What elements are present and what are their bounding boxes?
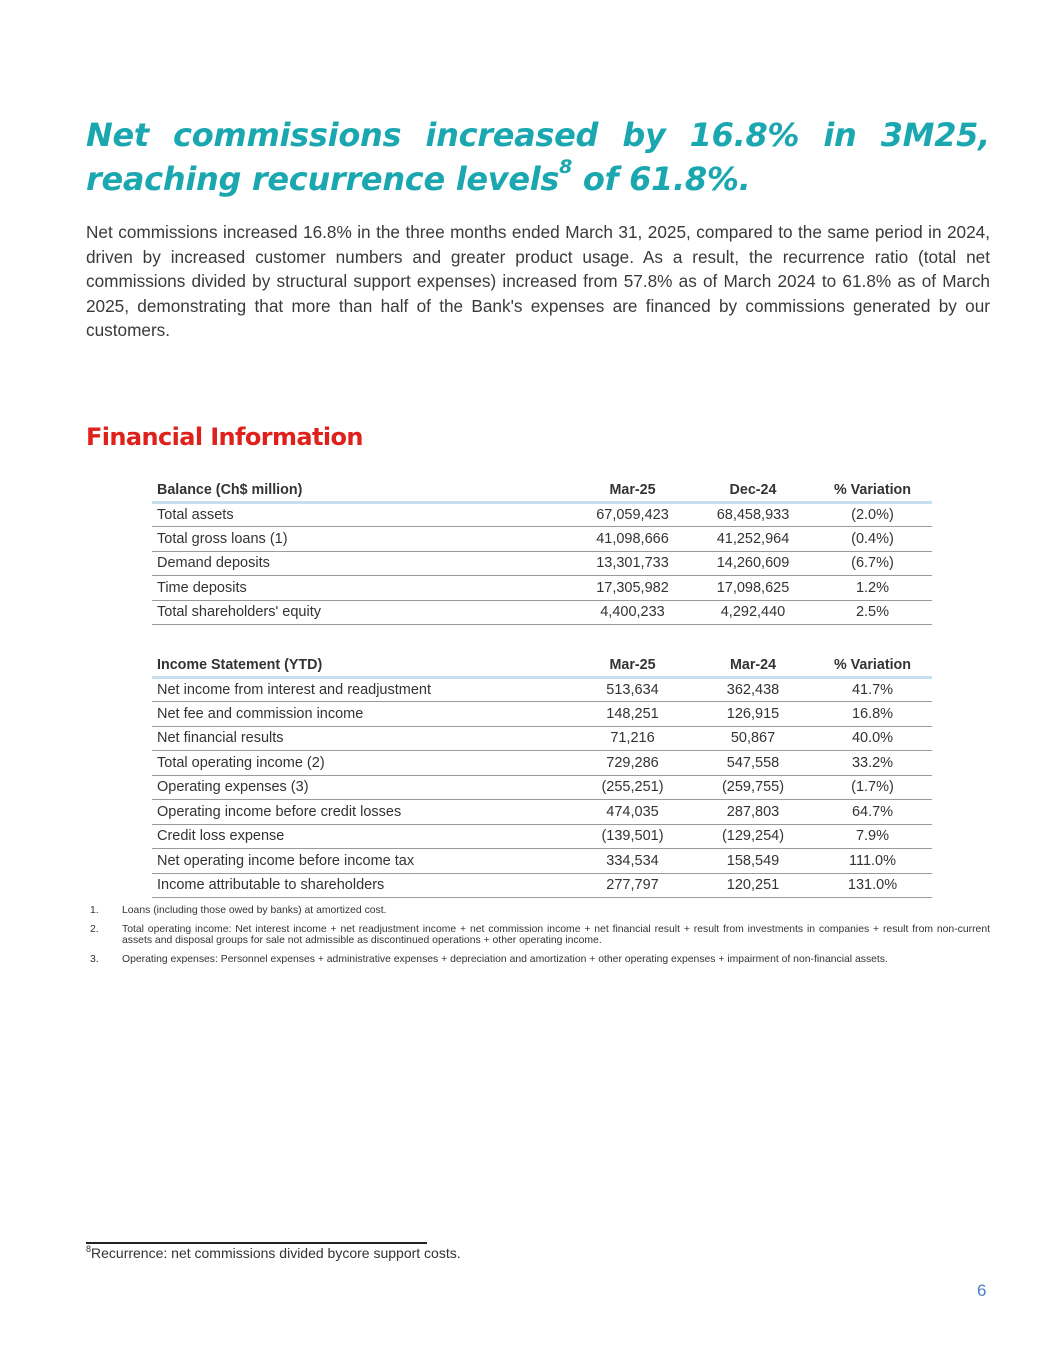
cell-value: (2.0%)	[813, 502, 932, 527]
cell-value: (259,755)	[693, 775, 813, 800]
cell-value: 362,438	[693, 677, 813, 702]
cell-value: (1.7%)	[813, 775, 932, 800]
cell-value: 2.5%	[813, 600, 932, 625]
intro-paragraph: Net commissions increased 16.8% in the three months ended March 31, 2025, compared to the same period in 2024, driven by increased customer numbers and greater product usage. As a result, the recurrence ratio (total net commissions divided by structural support expenses) increased from 57.8% as of March 2024 to 61.8% as of March 2025, demonstrating that more than half of the Bank's expenses are financed by commissions generated by our customers.	[86, 222, 990, 340]
cell-value: 17,305,982	[572, 576, 693, 601]
table-row	[152, 751, 932, 776]
column-header: Balance (Ch$ million)	[152, 477, 572, 502]
row-label: Time deposits	[152, 576, 572, 601]
row-label: Net financial results	[152, 726, 572, 751]
table-row	[152, 849, 932, 874]
cell-value: 14,260,609	[693, 551, 813, 576]
cell-value: (0.4%)	[813, 527, 932, 552]
page-number: 6	[977, 1281, 987, 1300]
cell-value: 474,035	[572, 800, 693, 825]
cell-value: 64.7%	[813, 800, 932, 825]
note-text: Operating expenses: Personnel expenses + administrative expenses + depreciation and amortization + other operating expenses + impairment of non-financial assets.	[122, 953, 888, 965]
headline-text: Net commissions increased by 16.8% in 3M25, reaching recurrence levels	[86, 116, 990, 198]
row-label: Net operating income before income tax	[152, 849, 572, 874]
cell-value: 67,059,423	[572, 502, 693, 527]
cell-value: 1.2%	[813, 576, 932, 601]
note-item	[90, 905, 990, 917]
column-header: Dec-24	[693, 477, 813, 502]
cell-value: 50,867	[693, 726, 813, 751]
note-item	[90, 924, 990, 947]
table-row	[152, 502, 932, 527]
cell-value: 277,797	[572, 873, 693, 898]
cell-value: (6.7%)	[813, 551, 932, 576]
cell-value: 131.0%	[813, 873, 932, 898]
table-row	[152, 702, 932, 727]
column-header: Income Statement (YTD)	[152, 652, 572, 677]
table-header-row	[152, 652, 932, 677]
table-row	[152, 527, 932, 552]
cell-value: 4,400,233	[572, 600, 693, 625]
section-title: Financial Information	[86, 423, 363, 451]
cell-value: 729,286	[572, 751, 693, 776]
cell-value: 158,549	[693, 849, 813, 874]
table-row	[152, 775, 932, 800]
table-row	[152, 600, 932, 625]
note-text: Total operating income: Net interest income + net readjustment income + net commission income + net financial result + result from investments in companies + result from non-current assets and disposal groups for sale not admissible as discontinued operations + other operating income.	[122, 923, 990, 946]
cell-value: 513,634	[572, 677, 693, 702]
cell-value: 126,915	[693, 702, 813, 727]
footnote-text: Recurrence: net commissions divided bycore support costs.	[91, 1245, 461, 1261]
cell-value: 334,534	[572, 849, 693, 874]
row-label: Total assets	[152, 502, 572, 527]
table-row	[152, 677, 932, 702]
table-notes	[90, 905, 990, 972]
cell-value: 547,558	[693, 751, 813, 776]
note-text: Loans (including those owed by banks) at amortized cost.	[122, 905, 387, 916]
row-label: Credit loss expense	[152, 824, 572, 849]
footnote-divider	[86, 1242, 427, 1244]
headline-text-end: of 61.8%.	[572, 160, 751, 198]
income-table	[152, 652, 932, 898]
note-item	[90, 954, 990, 966]
cell-value: 16.8%	[813, 702, 932, 727]
row-label: Net income from interest and readjustment	[152, 677, 572, 702]
cell-value: 287,803	[693, 800, 813, 825]
cell-value: 7.9%	[813, 824, 932, 849]
page-footnote	[86, 1245, 461, 1261]
note-number: 3.	[90, 953, 99, 965]
table-row	[152, 800, 932, 825]
footnote-mark: 8	[86, 1244, 92, 1254]
cell-value: 41,098,666	[572, 527, 693, 552]
cell-value: (139,501)	[572, 824, 693, 849]
row-label: Total gross loans (1)	[152, 527, 572, 552]
headline-footnote-mark[interactable]: 8	[559, 156, 573, 178]
row-label: Operating income before credit losses	[152, 800, 572, 825]
row-label: Operating expenses (3)	[152, 775, 572, 800]
table-header-row	[152, 477, 932, 502]
cell-value: 41.7%	[813, 677, 932, 702]
cell-value: (255,251)	[572, 775, 693, 800]
cell-value: 13,301,733	[572, 551, 693, 576]
cell-value: 71,216	[572, 726, 693, 751]
column-header: Mar-24	[693, 652, 813, 677]
table-row	[152, 551, 932, 576]
table-row	[152, 873, 932, 898]
cell-value: 111.0%	[813, 849, 932, 874]
balance-table	[152, 477, 932, 625]
row-label: Total shareholders' equity	[152, 600, 572, 625]
cell-value: 40.0%	[813, 726, 932, 751]
cell-value: 120,251	[693, 873, 813, 898]
note-number: 2.	[90, 923, 99, 935]
column-header: Mar-25	[572, 477, 693, 502]
row-label: Income attributable to shareholders	[152, 873, 572, 898]
table-row	[152, 576, 932, 601]
row-label: Demand deposits	[152, 551, 572, 576]
table-row	[152, 726, 932, 751]
cell-value: (129,254)	[693, 824, 813, 849]
cell-value: 4,292,440	[693, 600, 813, 625]
row-label: Total operating income (2)	[152, 751, 572, 776]
column-header: % Variation	[813, 652, 932, 677]
table-row	[152, 824, 932, 849]
column-header: % Variation	[813, 477, 932, 502]
note-number: 1.	[90, 905, 99, 916]
cell-value: 148,251	[572, 702, 693, 727]
row-label: Net fee and commission income	[152, 702, 572, 727]
cell-value: 17,098,625	[693, 576, 813, 601]
headline	[86, 113, 990, 201]
cell-value: 68,458,933	[693, 502, 813, 527]
column-header: Mar-25	[572, 652, 693, 677]
cell-value: 33.2%	[813, 751, 932, 776]
cell-value: 41,252,964	[693, 527, 813, 552]
